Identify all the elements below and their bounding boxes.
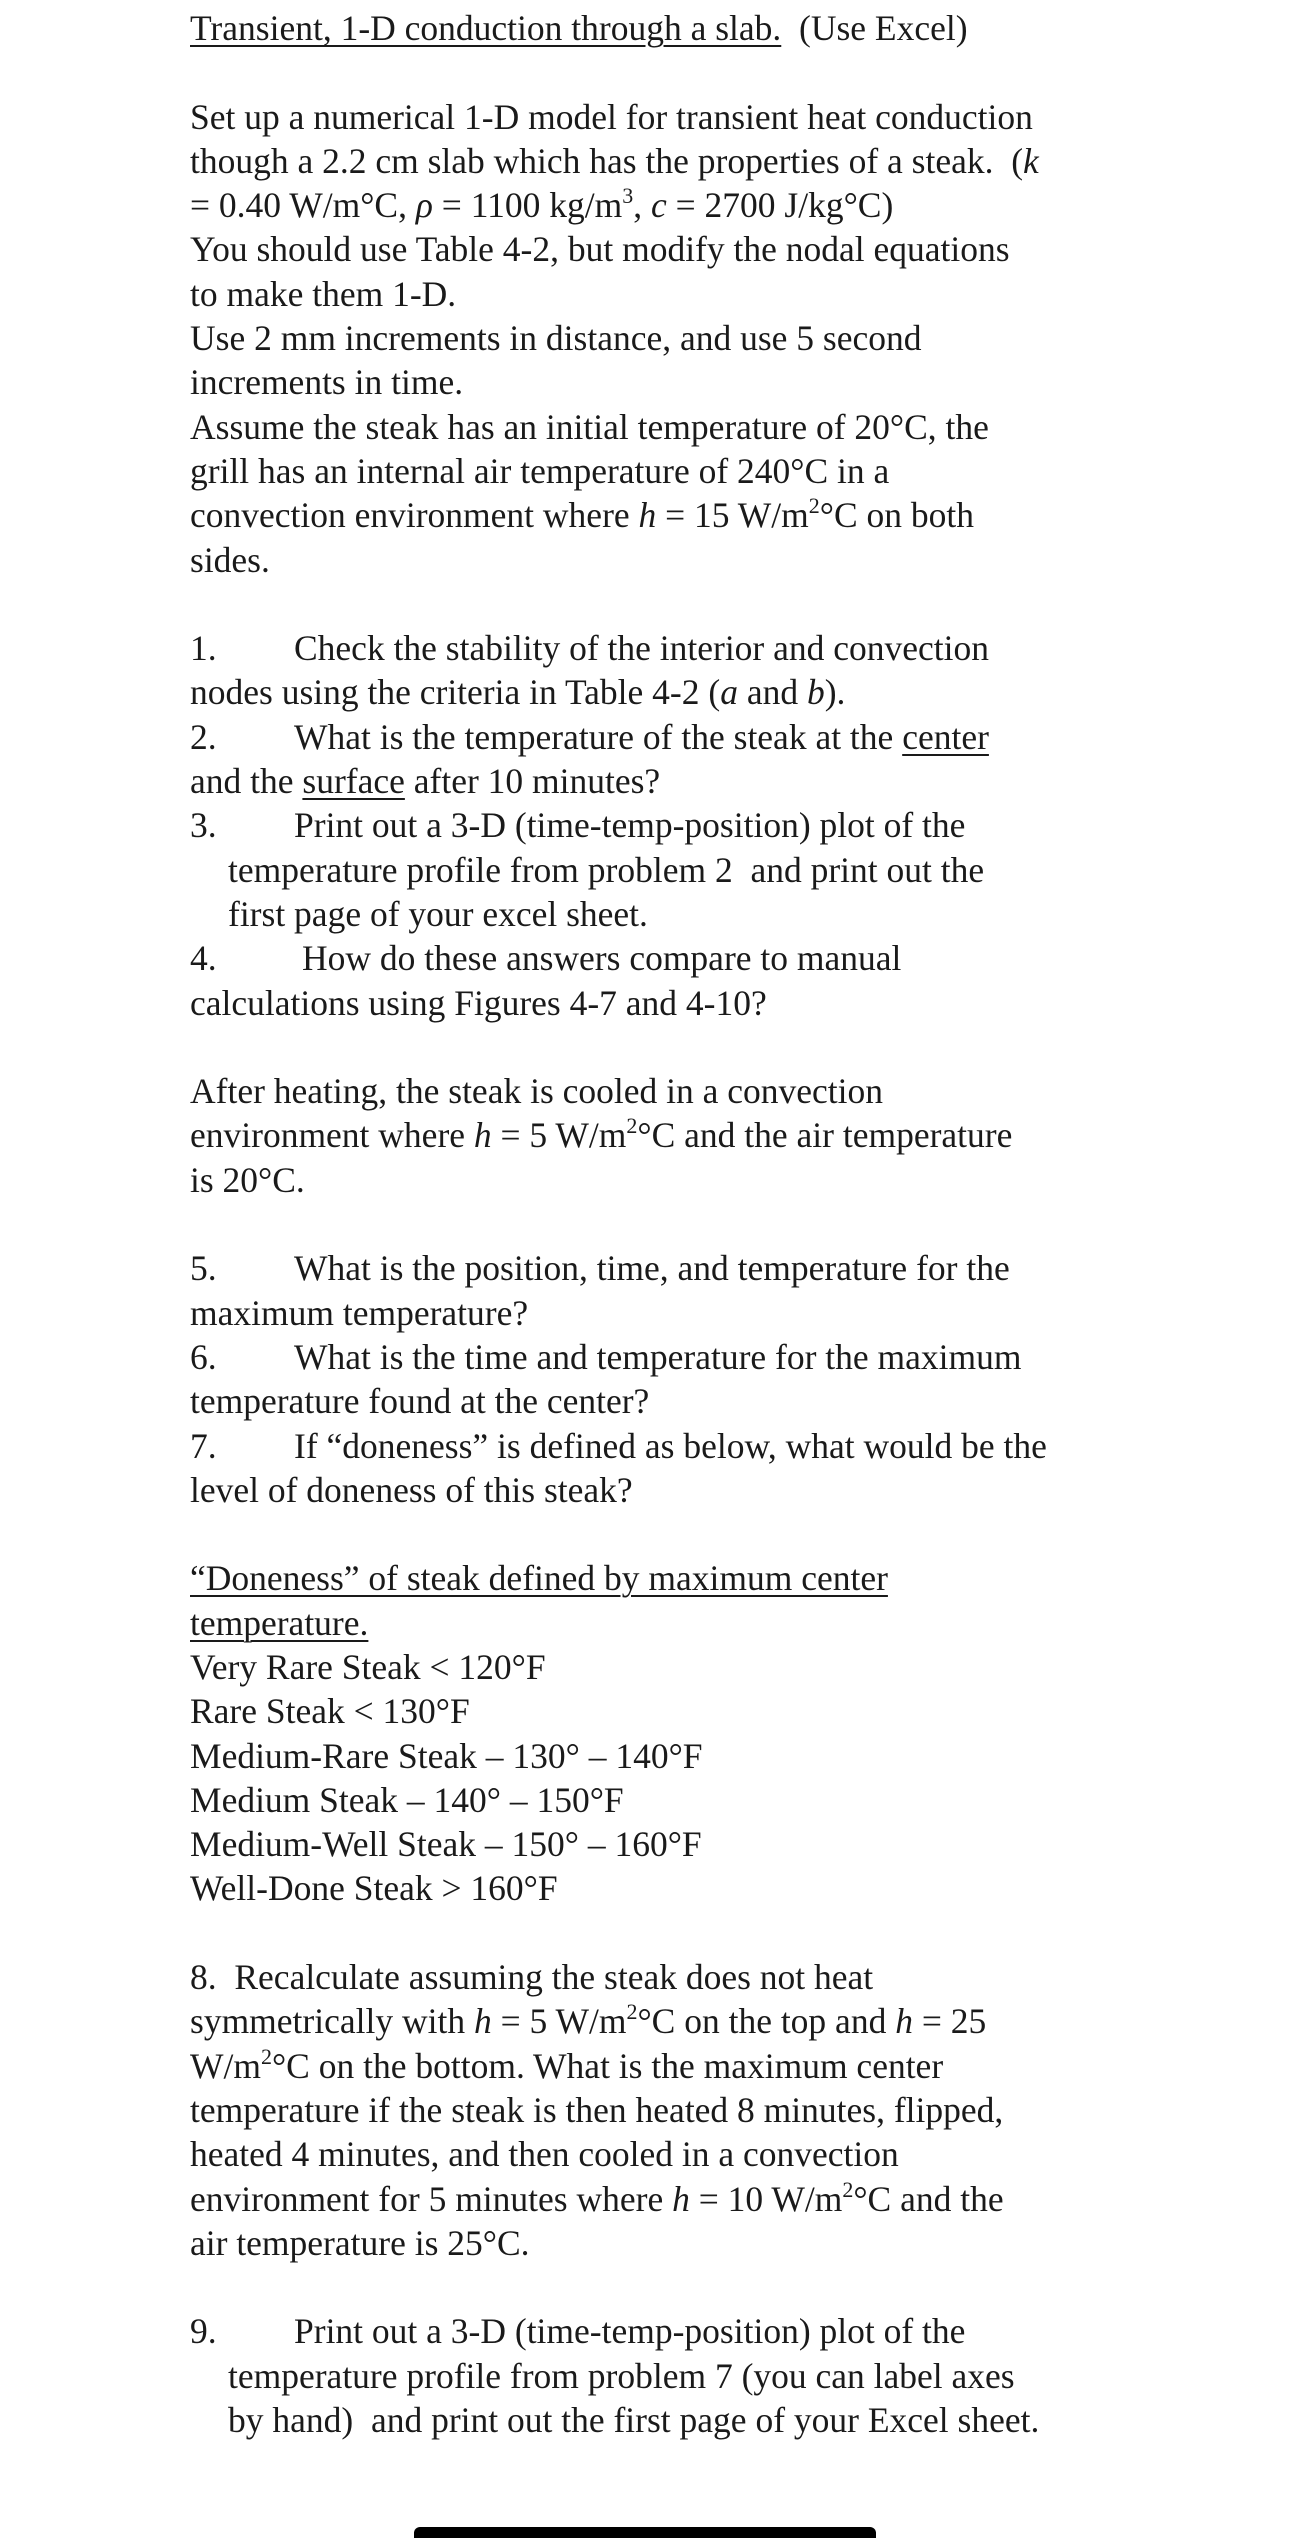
question-text: What is the position, time, and temperature for the (294, 1248, 1010, 1289)
spacer (190, 1911, 1140, 1955)
q9-line: by hand) and print out the first page of your Excel sheet. (228, 2400, 1040, 2441)
q8-line (190, 2177, 1140, 2221)
intro-line: You should use Table 4-2, but modify the nodal equations (190, 229, 1010, 270)
var-h: h (473, 1115, 492, 1156)
underlined-center: center (902, 716, 989, 757)
var-a: a (720, 672, 738, 713)
intro-text: though a 2.2 cm slab which has the properties of a steak. ( (190, 140, 1024, 181)
question-5 (190, 1246, 1140, 1290)
intro-text: = 2700 J/kg°C) (666, 185, 894, 226)
question-number: 5. (190, 1248, 217, 1289)
question-7-cont: level of doneness of this steak? (190, 1469, 633, 1510)
superscript: 2 (626, 1113, 638, 1139)
question-text: What is the time and temperature for the maximum (294, 1336, 1022, 1377)
question-text: and the (190, 761, 303, 802)
q9-line: temperature profile from problem 7 (you can label axes (228, 2355, 1015, 2396)
q8-line: temperature if the steak is then heated 8 minutes, flipped, (190, 2089, 1004, 2130)
spacer (190, 582, 1140, 626)
q8-line: 8. Recalculate assuming the steak does not heat (190, 1957, 874, 1998)
question-4-cont: calculations using Figures 4-7 and 4-10? (190, 982, 767, 1023)
question-3 (190, 803, 1140, 847)
question-7 (190, 1424, 1140, 1468)
question-text: after 10 minutes? (404, 761, 661, 802)
intro-line: Use 2 mm increments in distance, and use 5 second (190, 318, 922, 359)
home-indicator-bar[interactable] (414, 2527, 876, 2538)
var-h: h (473, 2001, 492, 2042)
title-underlined: Transient, 1-D conduction through a slab. (190, 8, 782, 48)
var-h: h (672, 2178, 690, 2219)
superscript: 2 (260, 2043, 272, 2069)
q9-line (190, 2309, 1140, 2353)
question-number: 1. (190, 628, 217, 669)
doneness-level: Well-Done Steak > 160°F (190, 1868, 558, 1909)
var-c: c (650, 185, 667, 226)
question-1 (190, 626, 1140, 670)
q8-text: = 10 W/m (689, 2178, 843, 2219)
q8-line (190, 1999, 1140, 2043)
intro-paragraph (190, 95, 1140, 582)
cooling-text: environment where (190, 1115, 474, 1156)
q8-line: air temperature is 25°C. (190, 2222, 530, 2263)
doneness-level: Very Rare Steak < 120°F (190, 1646, 546, 1687)
question-text: and (737, 672, 807, 713)
question-number: 2. (190, 716, 217, 757)
question-6-cont: temperature found at the center? (190, 1381, 650, 1422)
question-list-2 (190, 1246, 1140, 1512)
question-8 (190, 1955, 1140, 2265)
question-text: Print out a 3-D (time-temp-position) plot of the (294, 805, 966, 846)
spacer (190, 1512, 1140, 1556)
spacer (190, 1202, 1140, 1246)
question-number: 3. (190, 805, 217, 846)
cooling-text: °C and the air temperature (637, 1115, 1013, 1156)
var-k: k (1023, 140, 1039, 181)
question-2 (190, 715, 1140, 759)
intro-line: to make them 1-D. (190, 273, 457, 314)
question-text: What is the temperature of the steak at the (294, 716, 903, 757)
question-text: How do these answers compare to manual (302, 938, 902, 979)
question-number: 4. (190, 938, 217, 979)
q8-line: heated 4 minutes, and then cooled in a convection (190, 2134, 899, 2175)
question-number: 6. (190, 1336, 217, 1377)
intro-text: convection environment where (190, 495, 639, 536)
question-1-cont (190, 670, 1140, 714)
cooling-line: After heating, the steak is cooled in a convection (190, 1071, 883, 1112)
question-2-cont (190, 759, 1140, 803)
title-line (190, 6, 1140, 50)
question-5-cont: maximum temperature? (190, 1292, 529, 1333)
q8-text: environment for 5 minutes where (190, 2178, 673, 2219)
var-h: h (638, 495, 657, 536)
question-text: nodes using the criteria in Table 4-2 ( (190, 672, 721, 713)
var-h: h (895, 2001, 913, 2042)
question-text: Check the stability of the interior and convection (294, 628, 990, 669)
question-9 (190, 2309, 1140, 2442)
question-text: ). (824, 672, 846, 713)
doneness-heading: temperature. (190, 1602, 369, 1643)
superscript: 2 (842, 2176, 854, 2202)
question-3-cont: first page of your excel sheet. (228, 893, 648, 934)
question-number: 7. (190, 1425, 217, 1466)
intro-line: Set up a numerical 1-D model for transient heat conduction (190, 96, 1033, 137)
spacer (190, 2265, 1140, 2309)
underlined-surface: surface (302, 761, 405, 802)
cooling-paragraph (190, 1069, 1140, 1202)
q8-text: W/m (190, 2045, 261, 2086)
q8-text: °C on the bottom. What is the maximum center (271, 2045, 944, 2086)
title-suffix: (Use Excel) (781, 8, 968, 48)
question-text: Print out a 3-D (time-temp-position) plot of the (294, 2311, 966, 2352)
assignment-document (190, 6, 1140, 2442)
q8-text: symmetrically with (190, 2001, 474, 2042)
intro-line (190, 183, 1140, 227)
spacer (190, 1025, 1140, 1069)
intro-line: Assume the steak has an initial temperature of 20°C, the (190, 406, 989, 447)
question-list-1 (190, 626, 1140, 1025)
intro-text: °C on both (819, 495, 975, 536)
cooling-line: is 20°C. (190, 1159, 305, 1200)
doneness-level: Medium-Well Steak – 150° – 160°F (190, 1824, 702, 1865)
superscript: 3 (622, 183, 634, 209)
spacer (190, 50, 1140, 94)
q8-line (190, 2044, 1140, 2088)
cooling-line (190, 1113, 1140, 1157)
intro-line: grill has an internal air temperature of 240°C in a (190, 450, 890, 491)
q8-text: = 25 (912, 2001, 987, 2042)
intro-line (190, 139, 1140, 183)
question-number: 9. (190, 2311, 217, 2352)
question-4 (190, 936, 1140, 980)
question-6 (190, 1335, 1140, 1379)
doneness-heading: “Doneness” of steak defined by maximum center (190, 1558, 888, 1599)
var-rho: ρ (415, 185, 433, 226)
question-text: If “doneness” is defined as below, what would be the (294, 1425, 1047, 1466)
intro-text: = 0.40 W/m°C, (190, 185, 416, 226)
doneness-level: Medium Steak – 140° – 150°F (190, 1779, 624, 1820)
q8-text: °C and the (853, 2178, 1004, 2219)
intro-line: sides. (190, 539, 270, 580)
intro-text: = 1100 kg/m (432, 185, 623, 226)
intro-line: increments in time. (190, 362, 464, 403)
superscript: 2 (626, 1999, 638, 2025)
intro-line (190, 493, 1140, 537)
intro-text: = 15 W/m (656, 495, 809, 536)
superscript: 2 (808, 493, 820, 519)
question-3-cont: temperature profile from problem 2 and print out the (228, 849, 985, 890)
doneness-level: Medium-Rare Steak – 130° – 140°F (190, 1735, 703, 1776)
cooling-text: = 5 W/m (491, 1115, 627, 1156)
q8-text: = 5 W/m (491, 2001, 627, 2042)
doneness-level: Rare Steak < 130°F (190, 1691, 470, 1732)
var-b: b (806, 672, 825, 713)
q8-text: °C on the top and (637, 2001, 896, 2042)
intro-text: , (633, 185, 651, 226)
doneness-table (190, 1556, 1140, 1910)
